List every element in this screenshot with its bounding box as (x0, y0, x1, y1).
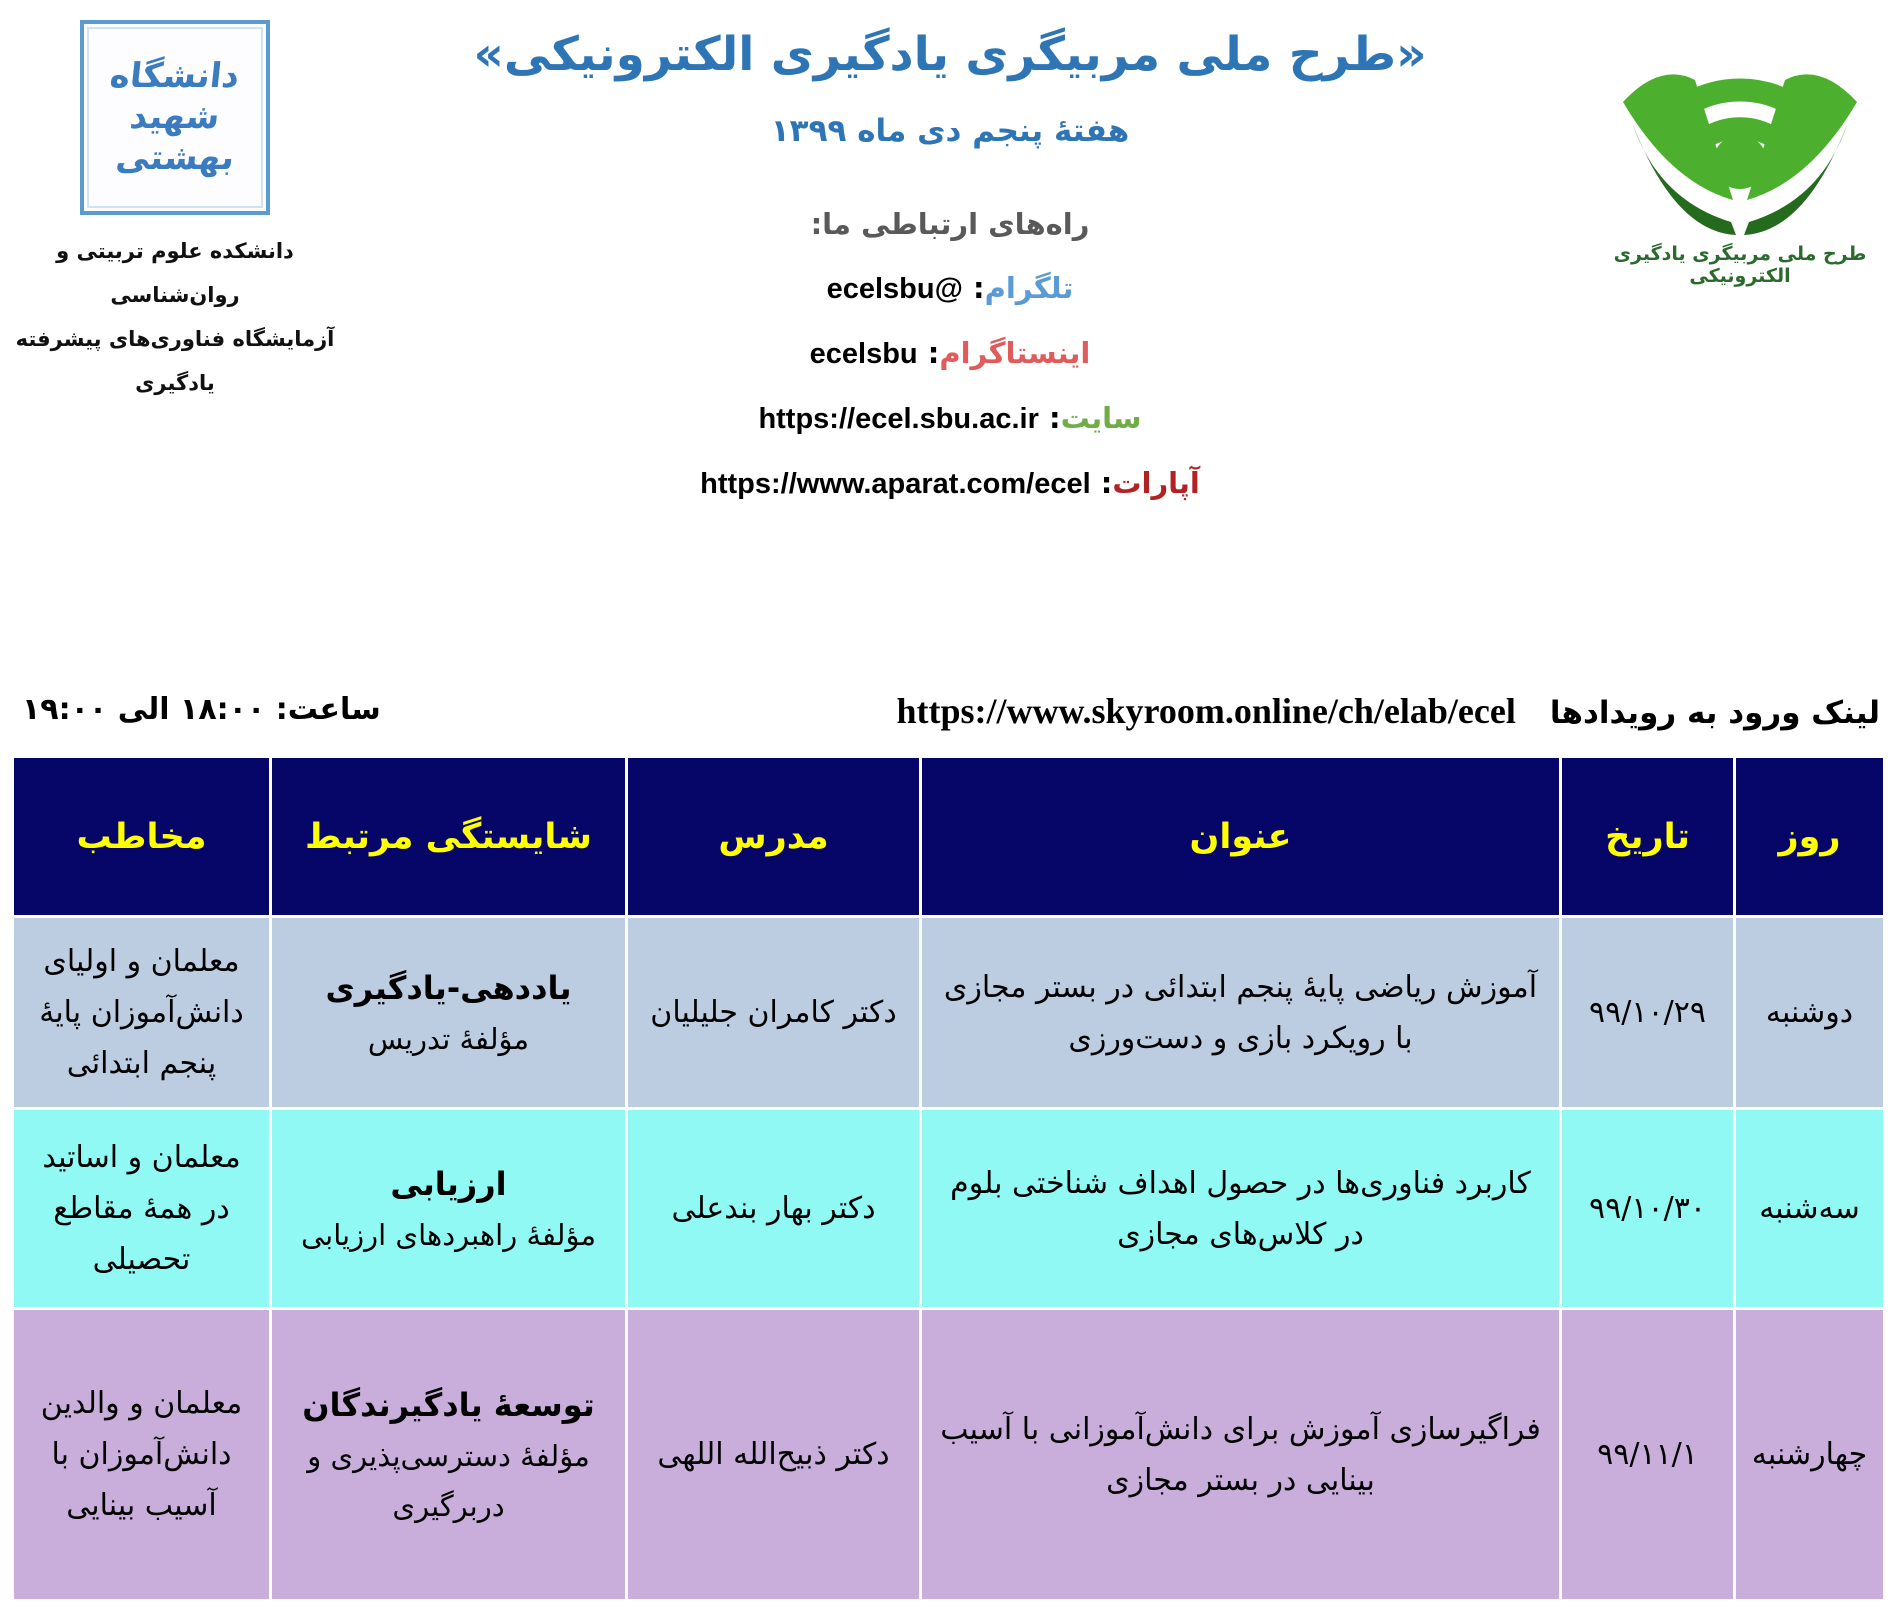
colon: : (962, 271, 985, 306)
schedule-table (11, 755, 1886, 1602)
cell-day: چهارشنبه (1735, 1309, 1885, 1601)
lab-name: آزمایشگاه فناوری‌های پیشرفته یادگیری (15, 327, 335, 396)
cell-audience: معلمان و والدین دانش‌آموزان با آسیب بینایی (13, 1309, 271, 1601)
university-logo-word: بهشتی (113, 138, 237, 179)
competency-main: ارزیابی (390, 1164, 507, 1203)
header-center (360, 24, 1540, 501)
cell-instructor: دکتر ذبیح‌الله اللهی (627, 1309, 921, 1601)
table-row (13, 917, 1885, 1109)
competency-sub: مؤلفهٔ تدریس (367, 1022, 530, 1057)
contact-site (360, 401, 1540, 436)
colon: : (1090, 466, 1113, 501)
cell-day: دوشنبه (1735, 917, 1885, 1109)
instagram-handle[interactable]: ecelsbu (809, 338, 918, 371)
colon: : (917, 336, 940, 371)
event-link-label: لینک ورود به رویدادها (1549, 695, 1880, 731)
cell-competency (271, 1309, 627, 1601)
cell-competency (271, 917, 627, 1109)
table-row (13, 1109, 1885, 1309)
university-logo (80, 20, 270, 215)
col-header-instructor: مدرس (627, 757, 921, 917)
program-logo-block (1600, 10, 1880, 287)
table-row (13, 1309, 1885, 1601)
table-header-row (13, 757, 1885, 917)
col-header-audience: مخاطب (13, 757, 271, 917)
cell-audience: معلمان و اولیای دانش‌آموزان پایهٔ پنجم ابتدائی (13, 917, 271, 1109)
cell-title: کاربرد فناوری‌ها در حصول اهداف شناختی بلوم در کلاس‌های مجازی (921, 1109, 1561, 1309)
university-block (10, 14, 340, 405)
telegram-label: تلگرام (984, 271, 1074, 306)
col-header-title: عنوان (921, 757, 1561, 917)
aparat-label: آپارات (1112, 466, 1200, 501)
competency-main: یاددهی-یادگیری (325, 968, 572, 1007)
colon: : (1038, 401, 1061, 436)
col-header-day: روز (1735, 757, 1885, 917)
telegram-handle[interactable]: @ecelsbu (826, 273, 963, 306)
cell-instructor: دکتر کامران جلیلیان (627, 917, 921, 1109)
cell-day: سه‌شنبه (1735, 1109, 1885, 1309)
university-logo-word: شهید (128, 96, 222, 137)
cell-title: آموزش ریاضی پایهٔ پنجم ابتدائی در بستر مجازی با رویکرد بازی و دست‌ورزی (921, 917, 1561, 1109)
cell-instructor: دکتر بهار بندعلی (627, 1109, 921, 1309)
competency-sub: مؤلفهٔ دسترسی‌پذیری و دربرگیری (307, 1439, 590, 1523)
competency-sub: مؤلفهٔ راهبردهای ارزیابی (300, 1218, 597, 1253)
page-subtitle: هفتهٔ پنجم دی ماه ۱۳۹۹ (770, 113, 1130, 150)
event-link-group (897, 690, 1881, 732)
contact-instagram (360, 336, 1540, 371)
wifi-hands-logo-icon (1615, 10, 1865, 235)
program-logo-caption: طرح ملی مربیگری یادگیری الکترونیکی (1613, 243, 1867, 287)
event-time: ساعت: ۱۸:۰۰ الی ۱۹:۰۰ (22, 692, 381, 727)
contact-telegram (360, 271, 1540, 306)
competency-main: توسعهٔ یادگیرندگان (302, 1386, 595, 1424)
cell-competency (271, 1109, 627, 1309)
skyroom-url[interactable]: https://www.skyroom.online/ch/elab/ecel (896, 691, 1516, 731)
col-header-date: تاریخ (1561, 757, 1735, 917)
contact-aparat (360, 466, 1540, 501)
page-title: «طرح ملی مربیگری یادگیری الکترونیکی» (473, 27, 1427, 82)
contact-heading: راه‌های ارتباطی ما: (810, 207, 1090, 242)
university-logo-word: دانشگاه (108, 55, 242, 96)
aparat-url[interactable]: https://www.aparat.com/ecel (700, 468, 1091, 501)
cell-date: ۹۹/۱۱/۱ (1561, 1309, 1735, 1601)
col-header-competency: شایستگی مرتبط (271, 757, 627, 917)
cell-date: ۹۹/۱۰/۳۰ (1561, 1109, 1735, 1309)
site-label: سایت (1060, 401, 1142, 436)
cell-audience: معلمان و اساتید در همهٔ مقاطع تحصیلی (13, 1109, 271, 1309)
event-bar (0, 690, 1900, 742)
site-url[interactable]: https://ecel.sbu.ac.ir (758, 403, 1039, 436)
cell-date: ۹۹/۱۰/۲۹ (1561, 917, 1735, 1109)
faculty-name: دانشکده علوم تربیتی و روان‌شناسی (56, 239, 294, 308)
instagram-label: اینستاگرام (939, 336, 1091, 371)
cell-title: فراگیرسازی آموزش برای دانش‌آموزانی با آسیب بینایی در بستر مجازی (921, 1309, 1561, 1601)
